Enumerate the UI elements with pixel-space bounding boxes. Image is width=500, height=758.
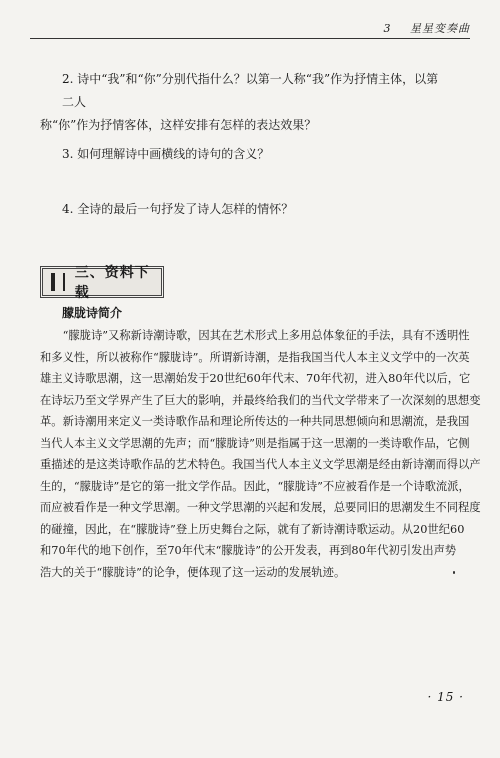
paragraph-line: 和多义性，所以被称作“朦胧诗”。所谓新诗潮，是指我国当代人本主义文学中的一次英	[40, 350, 470, 364]
question-line: 4. 全诗的最后一句抒发了诗人怎样的情怀？	[62, 202, 294, 216]
header-rule	[30, 38, 470, 39]
print-speck	[453, 571, 455, 574]
page-number: · 15 ·	[427, 690, 464, 704]
subheading: 朦胧诗简介	[62, 306, 123, 320]
heading-bar	[51, 273, 55, 291]
question-2	[40, 68, 447, 137]
question-4	[62, 198, 447, 221]
running-header	[384, 20, 471, 36]
question-line: 2. 诗中“我”和“你”分别代指什么？以第一人称“我”作为抒情主体，以第二人	[62, 72, 439, 109]
paragraph-line: 和70年代的地下创作，至70年代末“朦胧诗”的公开发表，再到80年代初引发出声势	[40, 544, 457, 557]
paragraph-line: 雄主义诗歌思潮，这一思潮始发于20世纪60年代末、70年代初，进入80年代以后，它	[40, 372, 471, 385]
question-line: 称“你”作为抒情客体，这样安排有怎样的表达效果？	[40, 118, 317, 132]
question-3	[62, 143, 447, 166]
section-heading	[42, 265, 162, 301]
chapter-title: 星星变奏曲	[410, 22, 470, 35]
heading-bar	[63, 273, 65, 291]
paragraph-line: 浩大的关于“朦胧诗”的论争，便体现了这一运动的发展轨迹。	[40, 565, 346, 579]
paragraph-line: “朦胧诗”又称新诗潮诗歌，因其在艺术形式上多用总体象征的手法，具有不透明性	[40, 329, 470, 342]
section-title: 三、资料下载	[74, 265, 150, 301]
paragraph-line: 当代人本主义文学思潮的先声；而“朦胧诗”则是指属于这一思潮的一类诗歌作品，它侧	[40, 436, 470, 450]
paragraph-line: 重描述的是这类诗歌作品的艺术特色。我国当代人本主义文学思潮是经由新诗潮而得以产	[40, 458, 481, 471]
body-paragraph	[40, 325, 481, 583]
paragraph-line: 革。新诗潮用来定义一类诗歌作品和理论所传达的一种共同思想倾向和思潮流，是我国	[40, 415, 470, 428]
chapter-number: 3	[383, 22, 392, 35]
paragraph-line: 生的，“朦胧诗”是它的第一批文学作品。因此，“朦胧诗”不应被看作是一个诗歌流派，	[40, 479, 470, 493]
paragraph-line: 的碰撞，因此，在“朦胧诗”登上历史舞台之际，就有了新诗潮诗歌运动。从20世纪60	[40, 522, 465, 536]
question-line: 3. 如何理解诗中画横线的诗句的含义？	[62, 147, 270, 161]
paragraph-line: 而应被看作是一种文学思潮。一种文学思潮的兴起和发展，总要同旧的思潮发生不同程度	[40, 501, 481, 514]
paragraph-line: 在诗坛乃至文学界产生了巨大的影响，并最终给我们的当代文学带来了一次深刻的思想变	[40, 393, 481, 407]
